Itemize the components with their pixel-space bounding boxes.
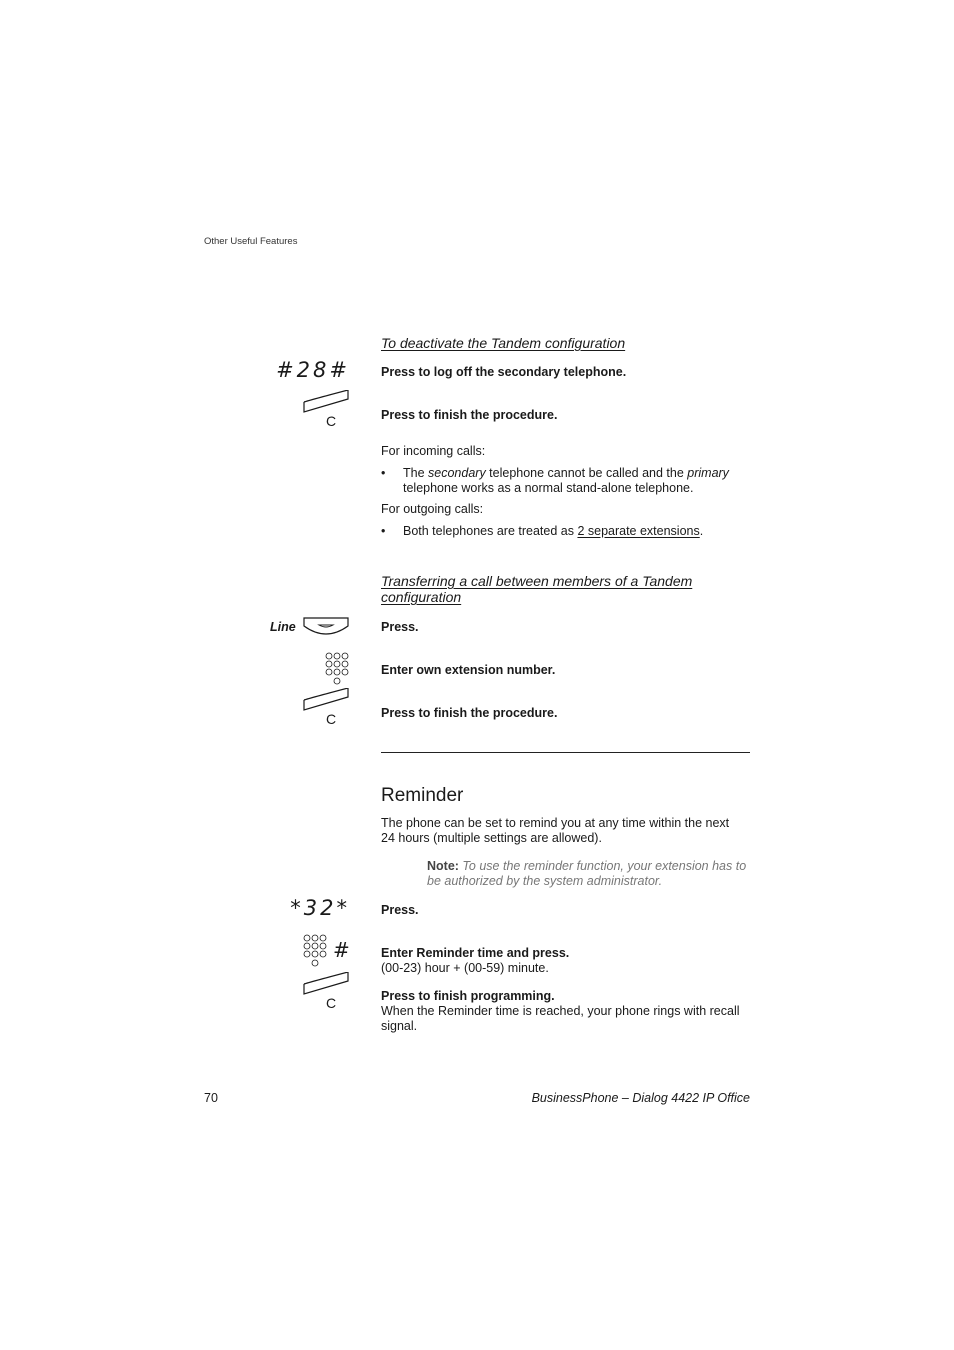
step-enter-extension: Enter own extension number. (381, 663, 556, 677)
step-log-off-secondary: Press to log off the secondary telephone. (381, 365, 627, 379)
reminder-note: Note: To use the reminder function, your extension has to be authorized by the system administrator. (427, 859, 747, 888)
clear-key-icon (300, 688, 352, 712)
section-heading-deactivate-tandem: To deactivate the Tandem configuration (381, 335, 626, 351)
clear-key-icon (300, 972, 352, 996)
incoming-calls-label: For incoming calls: (381, 444, 486, 458)
keypad-icon (302, 934, 330, 970)
section-heading-transferring: Transferring a call between members of a Tandem configuration (381, 573, 693, 605)
step-finish-programming: Press to finish programming. When the Reminder time is reached, your phone rings with recall signal. (381, 989, 740, 1033)
code-32: *32* (290, 896, 350, 920)
line-key-label: Line (270, 620, 296, 634)
code-28: #28# (276, 358, 350, 382)
bullet-incoming: • The secondary telephone cannot be called and the primary telephone works as a normal stand-alone telephone. (381, 466, 729, 495)
step-enter-reminder-time: Enter Reminder time and press. (00-23) hour + (00-59) minute. (381, 946, 570, 975)
keypad-icon (324, 652, 352, 688)
footer-title: BusinessPhone – Dialog 4422 IP Office (531, 1091, 750, 1105)
reminder-intro: The phone can be set to remind you at any time within the next 24 hours (multiple settings are allowed). (381, 816, 730, 845)
line-key-icon (300, 616, 352, 638)
separate-extensions-link[interactable]: 2 separate extensions (577, 524, 700, 538)
outgoing-calls-label: For outgoing calls: (381, 502, 484, 516)
step-finish-procedure-2: Press to finish the procedure. (381, 706, 558, 720)
hash-key-icon: # (333, 938, 350, 962)
reminder-title: Reminder (381, 785, 464, 806)
bullet-outgoing: • Both telephones are treated as 2 separate extensions. (381, 524, 704, 538)
clear-key-label: C (326, 711, 337, 727)
clear-key-icon (300, 390, 352, 414)
bullet-dot: • (381, 466, 386, 480)
section-divider (381, 752, 750, 753)
bullet-dot: • (381, 524, 386, 538)
step-press-line: Press. (381, 620, 419, 634)
running-head: Other Useful Features (204, 236, 298, 247)
clear-key-label: C (326, 995, 337, 1011)
clear-key-label: C (326, 413, 337, 429)
step-press-32: Press. (381, 903, 419, 917)
step-finish-procedure: Press to finish the procedure. (381, 408, 558, 422)
page-number: 70 (204, 1091, 218, 1105)
